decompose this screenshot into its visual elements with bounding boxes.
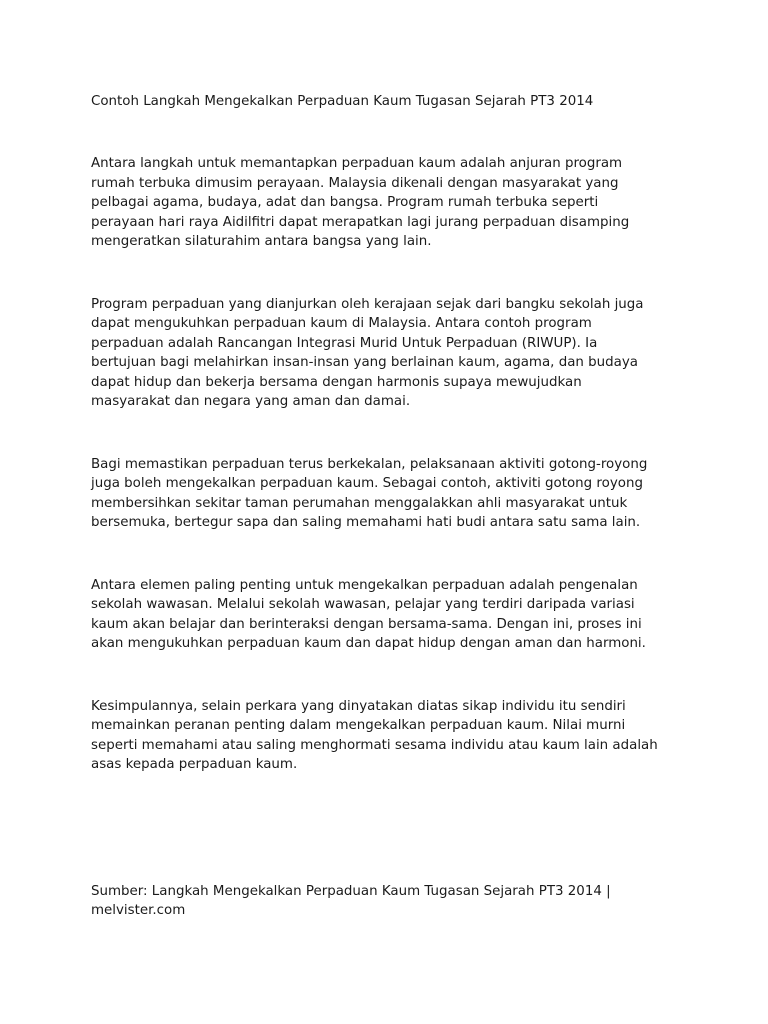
paragraph-line: Kesimpulannya, selain perkara yang dinyatakan diatas sikap individu itu sendiri <box>91 699 626 714</box>
paragraph-line: bertujuan bagi melahirkan insan-insan yang berlainan kaum, agama, dan budaya <box>91 355 638 370</box>
paragraph-line: asas kepada perpaduan kaum. <box>91 757 298 772</box>
paragraph-line: seperti memahami atau saling menghormati sesama individu atau kaum lain adalah <box>91 738 658 753</box>
paragraph-line: Program perpaduan yang dianjurkan oleh kerajaan sejak dari bangku sekolah juga <box>91 297 644 312</box>
paragraph-line: Antara elemen paling penting untuk mengekalkan perpaduan adalah pengenalan <box>91 578 638 593</box>
paragraph-line: membersihkan sekitar taman perumahan menggalakkan ahli masyarakat untuk <box>91 496 628 511</box>
source-line: Sumber: Langkah Mengekalkan Perpaduan Kaum Tugasan Sejarah PT3 2014 | <box>91 884 611 899</box>
paragraph-line: mengeratkan silaturahim antara bangsa yang lain. <box>91 234 432 249</box>
paragraph-line: Antara langkah untuk memantapkan perpaduan kaum adalah anjuran program <box>91 156 623 171</box>
document-title: Contoh Langkah Mengekalkan Perpaduan Kaum Tugasan Sejarah PT3 2014 <box>91 94 594 109</box>
paragraph-line: dapat hidup dan bekerja bersama dengan harmonis supaya mewujudkan <box>91 375 582 390</box>
paragraph-line: memainkan peranan penting dalam mengekalkan perpaduan kaum. Nilai murni <box>91 718 626 733</box>
paragraph-line: sekolah wawasan. Melalui sekolah wawasan, pelajar yang terdiri daripada variasi <box>91 597 635 612</box>
source-link: melvister.com <box>91 903 186 918</box>
paragraph-line: kaum akan belajar dan berinteraksi dengan bersama-sama. Dengan ini, proses ini <box>91 617 642 632</box>
paragraph-line: pelbagai agama, budaya, adat dan bangsa. Program rumah terbuka seperti <box>91 195 599 210</box>
paragraph-line: rumah terbuka dimusim perayaan. Malaysia dikenali dengan masyarakat yang <box>91 176 619 191</box>
paragraph-line: masyarakat dan negara yang aman dan damai. <box>91 394 411 409</box>
paragraph-line: akan mengukuhkan perpaduan kaum dan dapat hidup dengan aman dan harmoni. <box>91 636 646 651</box>
paragraph-line: perayaan hari raya Aidilfitri dapat merapatkan lagi jurang perpaduan disamping <box>91 215 630 230</box>
paragraph-line: bersemuka, bertegur sapa dan saling memahami hati budi antara satu sama lain. <box>91 515 641 530</box>
paragraph-line: dapat mengukuhkan perpaduan kaum di Malaysia. Antara contoh program <box>91 316 592 331</box>
paragraph-line: perpaduan adalah Rancangan Integrasi Murid Untuk Perpaduan (RIWUP). Ia <box>91 336 598 351</box>
paragraph-line: Bagi memastikan perpaduan terus berkekalan, pelaksanaan aktiviti gotong-royong <box>91 457 648 472</box>
paragraph-line: juga boleh mengekalkan perpaduan kaum. Sebagai contoh, aktiviti gotong royong <box>91 476 643 491</box>
